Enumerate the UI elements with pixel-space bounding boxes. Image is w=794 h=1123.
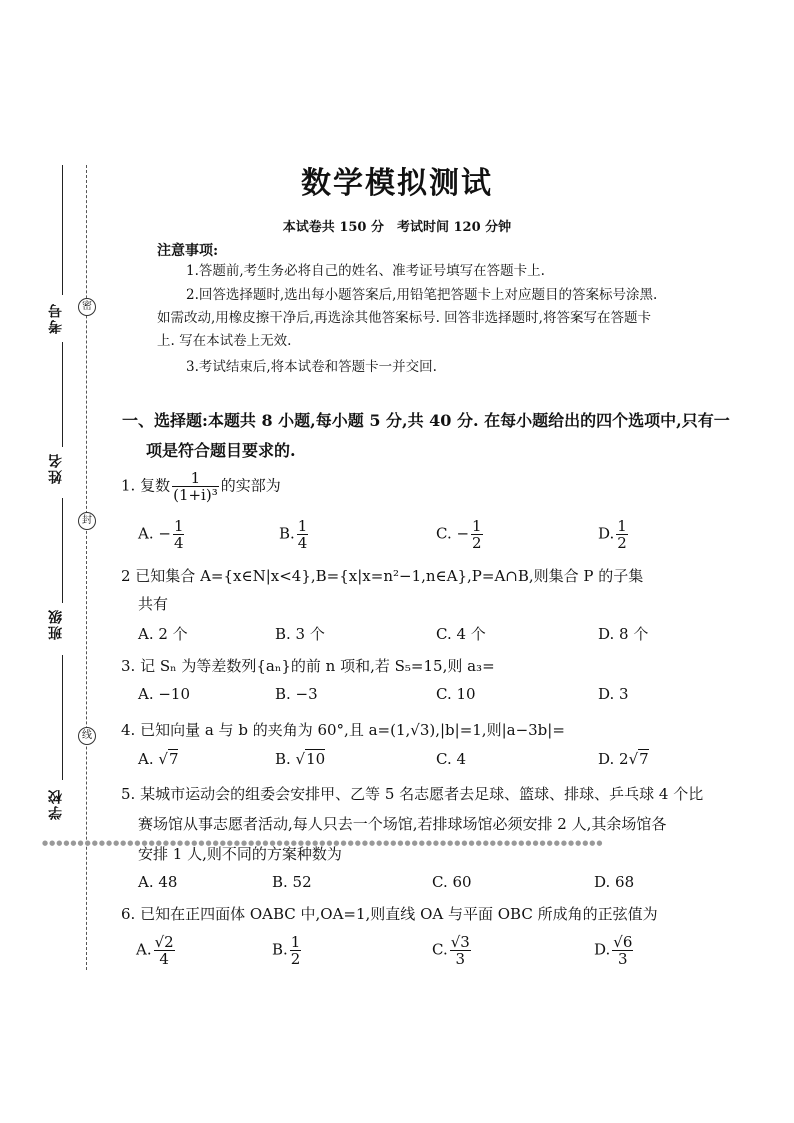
q4-d-radicand: 7 [639,750,649,768]
q4-option-a [138,750,178,768]
q4-d-label: D. 2√ [598,750,639,768]
q6-c-num: √3 [450,933,470,951]
q3-option-a: A. −10 [138,685,191,703]
xuexiao-blank-line [62,655,63,780]
q1-c-label: C. − [436,524,470,543]
q4-option-b [275,750,325,768]
q1-d-label: D. [598,524,615,543]
q6-c-label: C. [432,940,448,959]
note-item-3: 3.考试结束后,将本试卷和答题卡一并交回. [186,359,437,375]
q4-option-d [598,750,649,768]
question-5-line-1: 5. 某城市运动会的组委会安排甲、乙等 5 名志愿者去足球、篮球、排球、乒乓球 4 个比 [121,785,704,803]
margin-dot-pattern: ●●●●●●●●●●●●●●●●●●●●●●●●●●●●●●●●●●●●●●●●●●●●●●●●●●●●●●●●●●●●●●●●●●●●●●●●●●●●●●● [42,839,604,847]
q6-a-label: A. [136,940,152,959]
banji-blank-line [62,498,63,603]
q2-option-c: C. 4 个 [436,625,486,643]
section-heading-line-1: 一、选择题:本题共 8 小题,每小题 5 分,共 40 分. 在每小题给出的四个选项中,只有一 [122,411,730,430]
q1-a-frac [173,518,185,551]
seal-mi: 密 [78,298,96,316]
q1-fraction [172,470,219,503]
exam-meta: 本试卷共 150 分 考试时间 120 分钟 [282,220,512,235]
xingming-blank-line [62,342,63,447]
q6-option-d [594,934,635,967]
q1-c-den: 2 [472,534,482,552]
q4-option-c: C. 4 [436,750,467,768]
question-1 [121,470,771,503]
q1-c-num: 1 [472,517,482,535]
binding-dashed-line [86,165,87,970]
q2-option-a: A. 2 个 [138,625,188,643]
question-5-line-2: 赛场馆从事志愿者活动,每人只去一个场馆,若排球场馆必须安排 2 人,其余场馆各 [138,815,667,833]
q6-d-num: √6 [613,933,633,951]
q1-a-num: 1 [173,517,184,535]
note-item-1: 1.答题前,考生务必将自己的姓名、准考证号填写在答题卡上. [186,263,545,279]
q1-c-frac [471,518,483,551]
label-xingming: 姓名 [48,452,64,484]
q6-option-b [272,934,303,967]
q6-d-frac [612,934,633,967]
q6-b-den: 2 [290,950,301,968]
q1-den: (1+i)³ [173,486,218,504]
q1-suffix: 的实部为 [220,476,281,495]
q6-b-frac [290,934,302,967]
q6-c-den: 3 [455,950,466,968]
question-6: 6. 已知在正四面体 OABC 中,OA=1,则直线 OA 与平面 OBC 所成角的正弦值为 [121,905,658,923]
q6-c-frac [450,934,471,967]
q5-option-a: A. 48 [138,873,178,891]
q3-option-b: B. −3 [275,685,318,703]
label-xuexiao: 学校 [48,788,64,820]
q1-b-den: 4 [297,534,308,552]
q1-d-num: 1 [617,517,627,535]
seal-xian: 线 [78,727,96,745]
q6-d-label: D. [594,940,611,959]
label-banji: 班级 [48,608,64,640]
q6-a-num: √2 [154,933,174,951]
q2-option-d: D. 8 个 [598,625,649,643]
q1-d-den: 2 [617,534,627,552]
q5-option-c: C. 60 [432,873,472,891]
q1-num: 1 [172,470,219,487]
q6-b-num: 1 [290,933,301,951]
q6-d-den: 3 [618,950,628,968]
q6-option-a [136,934,177,967]
seal-feng: 封 [78,512,96,530]
q1-b-num: 1 [297,517,308,535]
question-4: 4. 已知向量 a 与 b 的夹角为 60°,且 a=(1,√3),|b|=1,则|a−3b|= [121,721,565,739]
question-2-line-2: 共有 [138,595,169,613]
q1-option-c [436,518,485,551]
section-heading-line-2: 项是符合题目要求的. [146,441,296,460]
notes-heading: 注意事项: [157,243,219,259]
page-title: 数学模拟测试 [301,166,493,201]
q4-b-label: B. √ [275,750,306,768]
q1-option-a [138,518,186,551]
q4-b-radicand: 10 [306,750,326,768]
q6-b-label: B. [272,940,288,959]
note-item-2-line-1: 2.回答选择题时,选出每小题答案后,用铅笔把答题卡上对应题目的答案标号涂黑. [186,287,658,303]
q5-option-d: D. 68 [594,873,635,891]
q1-a-label: A. − [138,524,171,543]
label-kaohao: 考号 [48,302,64,334]
q2-option-b: B. 3 个 [275,625,325,643]
q1-prefix: 1. 复数 [121,476,171,495]
q6-a-den: 4 [159,950,169,968]
q1-b-frac [297,518,309,551]
q3-option-d: D. 3 [598,685,629,703]
note-item-2-line-2: 如需改动,用橡皮擦干净后,再选涂其他答案标号. 回答非选择题时,将答案写在答题卡 [157,310,651,326]
q6-option-c [432,934,473,967]
question-2-line-1: 2 已知集合 A={x∈N|x<4},B={x|x=n²−1,n∈A},P=A∩B,则集合 P 的子集 [121,567,644,585]
q6-a-frac [154,934,175,967]
q3-option-c: C. 10 [436,685,476,703]
q1-option-b [279,518,310,551]
q1-option-d [598,518,630,551]
q5-option-b: B. 52 [272,873,312,891]
question-5-line-3: 安排 1 人,则不同的方案种数为 [138,845,342,863]
q1-b-label: B. [279,524,295,543]
q4-a-radicand: 7 [168,750,179,768]
q4-a-label: A. √ [138,750,168,768]
q1-a-den: 4 [173,534,184,552]
note-item-2-line-3: 上. 写在本试卷上无效. [157,333,292,349]
q1-d-frac [616,518,628,551]
question-3: 3. 记 Sₙ 为等差数列{aₙ}的前 n 项和,若 S₅=15,则 a₃= [121,657,495,675]
